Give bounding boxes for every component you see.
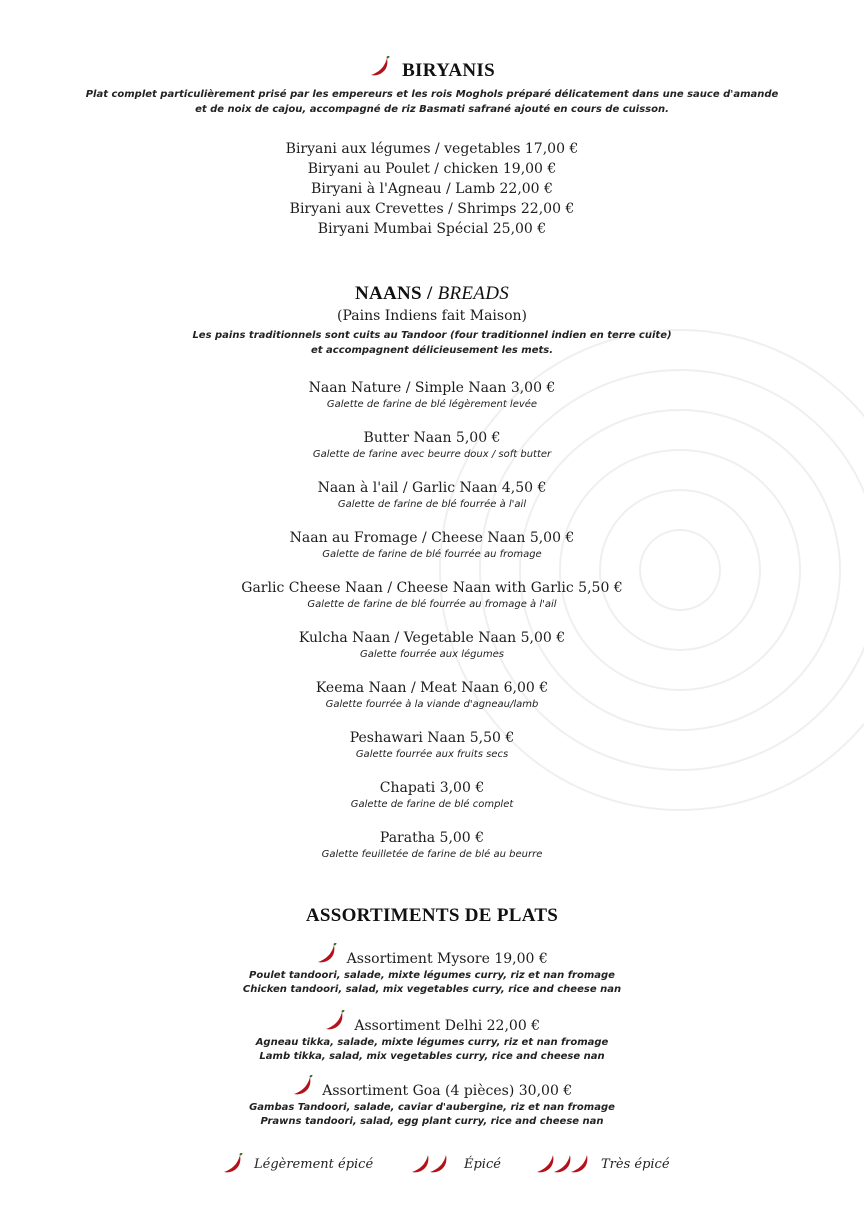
menu-item: Biryani à l'Agneau / Lamb 22,00 €: [311, 181, 553, 197]
list-item: [0, 828, 864, 878]
naans-intro-line2: et accompagnent délicieusement les mets.: [310, 345, 554, 356]
list-item: [0, 728, 864, 778]
legend-mild: [222, 1153, 373, 1175]
item-description: Galette de farine de blé fourrée au fromage: [322, 549, 542, 560]
assortiments-section: [0, 905, 864, 927]
item-description: Galette de farine de blé fourrée à l'ail: [337, 499, 527, 510]
item-name: Assortiment Goa (4 pièces) 30,00 €: [322, 1083, 573, 1099]
naans-title-breads: BREADS: [437, 283, 510, 304]
chili-pepper-icon: [222, 1153, 244, 1175]
item-description: Galette de farine de blé fourrée au fromage à l'ail: [307, 599, 557, 610]
assortiments-list: [0, 943, 864, 1135]
naans-heading: [0, 283, 864, 305]
item-description: Galette de farine avec beurre doux / soft butter: [312, 449, 552, 460]
item-description: Galette de farine de blé complet: [350, 799, 514, 810]
item-name: Kulcha Naan / Vegetable Naan 5,00 €: [298, 630, 566, 646]
list-item: [0, 478, 864, 528]
chili-pepper-icon: [410, 1153, 450, 1175]
list-item: [0, 1075, 864, 1135]
list-item: [0, 578, 864, 628]
item-name: Naan au Fromage / Cheese Naan 5,00 €: [289, 530, 575, 546]
item-description-en: Lamb tikka, salad, mix vegetables curry, rice and cheese nan: [259, 1051, 605, 1062]
legend-hot: [535, 1153, 670, 1175]
item-name: Chapati 3,00 €: [379, 780, 485, 796]
legend-medium: [410, 1153, 501, 1175]
naans-intro: [0, 328, 864, 358]
biryanis-list: [0, 139, 864, 239]
item-name: Garlic Cheese Naan / Cheese Naan with Garlic 5,50 €: [241, 580, 623, 596]
item-name: Butter Naan 5,00 €: [363, 430, 501, 446]
biryanis-intro-line2: et de noix de cajou, accompagné de riz Basmati safrané ajouté en cours de cuisson.: [195, 104, 669, 115]
item-description: Galette fourrée à la viande d'agneau/lamb: [325, 699, 539, 710]
item-description: Galette feuilletée de farine de blé au beurre: [321, 849, 543, 860]
item-description-fr: Poulet tandoori, salade, mixte légumes curry, riz et nan fromage: [249, 970, 615, 981]
naans-list: [0, 378, 864, 878]
list-item: [0, 943, 864, 1010]
biryanis-title: BIRYANIS: [402, 60, 495, 81]
legend-mild-label: Légèrement épicé: [254, 1156, 374, 1172]
list-item: [0, 778, 864, 828]
list-item: [0, 678, 864, 728]
chili-pepper-icon: [324, 1010, 346, 1032]
item-name: Naan Nature / Simple Naan 3,00 €: [308, 380, 556, 396]
menu-item: Biryani aux Crevettes / Shrimps 22,00 €: [289, 201, 575, 217]
item-description-en: Prawns tandoori, salad, egg plant curry, rice and cheese nan: [260, 1116, 604, 1127]
list-item: [0, 528, 864, 578]
list-item: [0, 428, 864, 478]
item-description-en: Chicken tandoori, salad, mix vegetables curry, rice and cheese nan: [242, 984, 622, 995]
item-description: Galette fourrée aux légumes: [360, 649, 504, 660]
biryanis-section: [0, 56, 864, 239]
naans-title: NAANS /: [354, 283, 433, 304]
legend-hot-label: Très épicé: [601, 1156, 670, 1172]
chili-pepper-icon: [316, 943, 338, 965]
biryanis-intro: [0, 87, 864, 117]
biryanis-heading: [0, 56, 864, 82]
item-description-fr: Agneau tikka, salade, mixte légumes curry, riz et nan fromage: [255, 1037, 609, 1048]
item-name: Assortiment Delhi 22,00 €: [354, 1018, 541, 1034]
item-name-row: [0, 1010, 864, 1036]
list-item: [0, 628, 864, 678]
item-name: Naan à l'ail / Garlic Naan 4,50 €: [317, 480, 547, 496]
chili-pepper-icon: [369, 56, 391, 78]
assortiments-heading: ASSORTIMENTS DE PLATS: [305, 905, 559, 926]
item-description-fr: Gambas Tandoori, salade, caviar d'aubergine, riz et nan fromage: [249, 1102, 615, 1113]
item-description: Galette de farine de blé légèrement levée: [326, 399, 538, 410]
spice-legend: [0, 1153, 864, 1181]
item-name: Peshawari Naan 5,50 €: [349, 730, 515, 746]
item-name: Keema Naan / Meat Naan 6,00 €: [315, 680, 549, 696]
biryanis-intro-line1: Plat complet particulièrement prisé par les empereurs et les rois Moghols préparé délicatement dans une sauce d'amande: [85, 89, 779, 100]
item-name: Assortiment Mysore 19,00 €: [346, 951, 548, 967]
list-item: [0, 1010, 864, 1075]
menu-item: Biryani aux légumes / vegetables 17,00 €: [285, 141, 579, 157]
list-item: [0, 378, 864, 428]
chili-pepper-icon: [292, 1075, 314, 1097]
naans-section: [0, 283, 864, 358]
item-name-row: [0, 943, 864, 969]
menu-item: Biryani au Poulet / chicken 19,00 €: [307, 161, 557, 177]
chili-pepper-icon: [535, 1153, 591, 1175]
item-name-row: [0, 1075, 864, 1101]
item-description: Galette fourrée aux fruits secs: [355, 749, 509, 760]
menu-item: Biryani Mumbai Spécial 25,00 €: [317, 221, 547, 237]
naans-intro-line1: Les pains traditionnels sont cuits au Tandoor (four traditionnel indien en terre cuite): [192, 330, 672, 341]
legend-medium-label: Épicé: [464, 1156, 501, 1172]
item-name: Paratha 5,00 €: [379, 830, 485, 846]
naans-subtitle: (Pains Indiens fait Maison): [337, 308, 527, 324]
